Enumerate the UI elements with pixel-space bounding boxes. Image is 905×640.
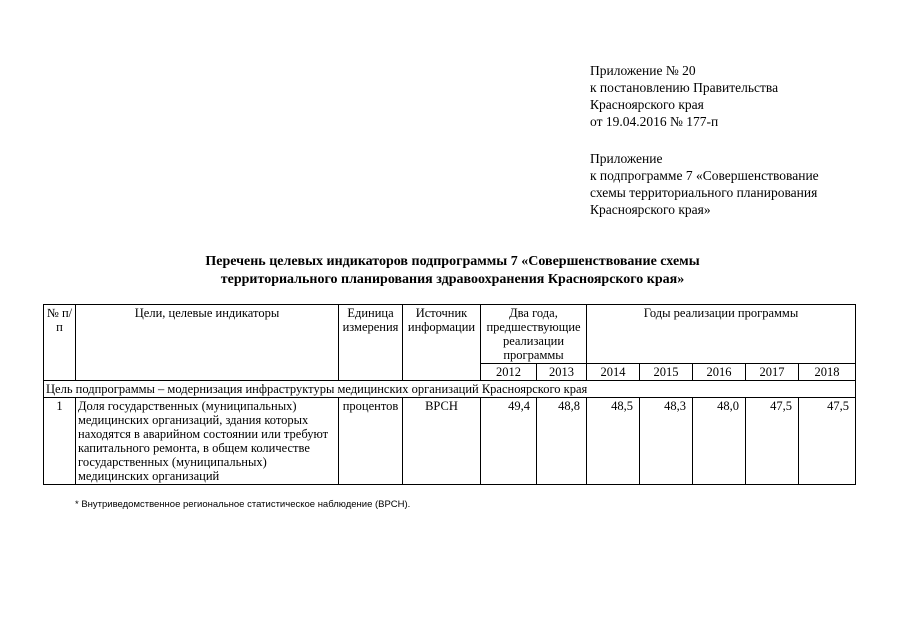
header-source: Источник информации: [403, 305, 481, 381]
header-num: № п/п: [44, 305, 76, 381]
year-cell: 2015: [640, 364, 693, 381]
value-cell: 48,5: [587, 398, 640, 485]
table-row: [44, 398, 856, 485]
year-cell: 2012: [481, 364, 537, 381]
header-program-years: Годы реализации программы: [587, 305, 856, 364]
appendix-reference-government: [590, 62, 778, 130]
row-num: 1: [44, 398, 76, 485]
row-source: ВРСН: [403, 398, 481, 485]
header-prev-years: Два года, предшествующие реализации программы: [481, 305, 587, 364]
title-line: территориального планирования здравоохранения Красноярского края»: [220, 272, 685, 287]
header-row: [44, 305, 856, 364]
goal-cell: Цель подпрограммы – модернизация инфраструктуры медицинских организаций Красноярского края: [44, 381, 856, 398]
value-cell: 48,0: [693, 398, 746, 485]
row-indicator: Доля государственных (муниципальных) медицинских организаций, здания которых находятся в аварийном состоянии или требуют капитального ремонта, в общем количестве государственных (муниципальных) медицинских организаций: [76, 398, 339, 485]
appendix-line: Красноярского края»: [590, 202, 711, 217]
year-cell: 2013: [537, 364, 587, 381]
goal-row: [44, 381, 856, 398]
year-cell: 2016: [693, 364, 746, 381]
appendix-line: к постановлению Правительства: [590, 80, 779, 95]
value-cell: 47,5: [799, 398, 856, 485]
year-cell: 2018: [799, 364, 856, 381]
header-goals: Цели, целевые индикаторы: [76, 305, 339, 381]
appendix-reference-subprogram: [590, 150, 819, 218]
appendix-line: схемы территориального планирования: [590, 185, 818, 200]
value-cell: 48,3: [640, 398, 693, 485]
row-unit: процентов: [339, 398, 403, 485]
year-cell: 2017: [746, 364, 799, 381]
footnote: * Внутриведомственное региональное статистическое наблюдение (ВРСН).: [75, 499, 411, 510]
value-cell: 47,5: [746, 398, 799, 485]
title-line: Перечень целевых индикаторов подпрограммы 7 «Совершенствование схемы: [205, 254, 700, 269]
document-title: [0, 253, 905, 289]
header-unit: Единица измерения: [339, 305, 403, 381]
appendix-line: Приложение № 20: [590, 63, 696, 78]
appendix-line: Красноярского края: [590, 97, 704, 112]
year-cell: 2014: [587, 364, 640, 381]
value-cell: 49,4: [481, 398, 537, 485]
appendix-line: Приложение: [590, 151, 663, 166]
appendix-line: от 19.04.2016 № 177-п: [590, 114, 719, 129]
indicators-table: [43, 304, 856, 485]
appendix-line: к подпрограмме 7 «Совершенствование: [590, 168, 819, 183]
value-cell: 48,8: [537, 398, 587, 485]
